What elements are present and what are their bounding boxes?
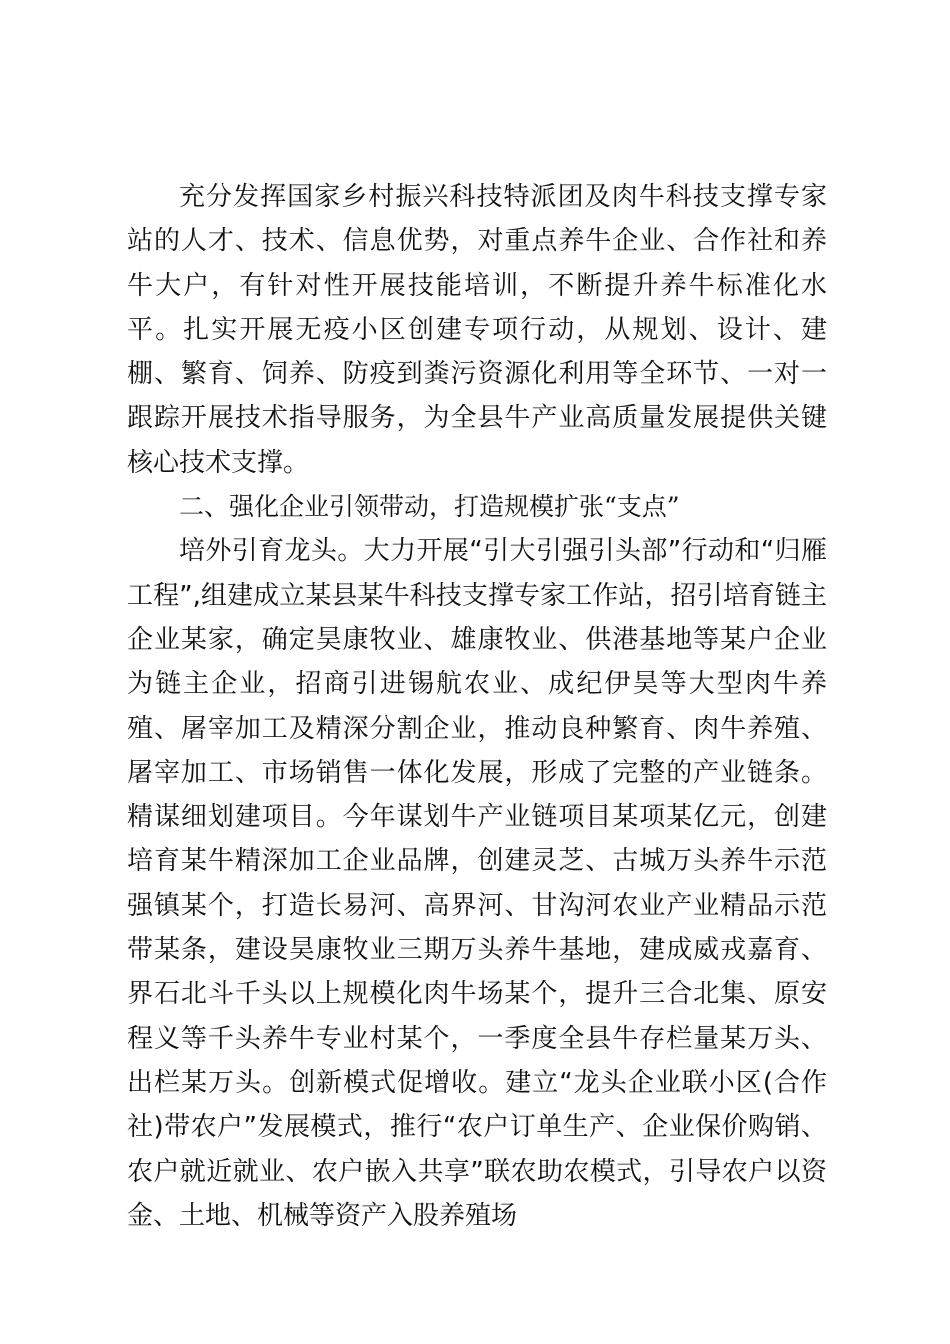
- paragraph-tech-support: 充分发挥国家乡村振兴科技特派团及肉牛科技支撑专家站的人才、技术、信息优势，对重点养牛企业、合作社和养牛大户，有针对性开展技能培训，不断提升养牛标准化水平。扎实开展无疫小区创建专项行动，从规划、设计、建棚、繁育、饲养、防疫到粪污资源化利用等全环节、一对一跟踪开展技术指导服务，为全县牛产业高质量发展提供关键核心技术支撑。: [127, 182, 827, 478]
- paragraph-enterprise-leading: 培外引育龙头。大力开展“引大引强引头部”行动和“归雁工程”,组建成立某县某牛科技支撑专家工作站，招引培育链主企业某家，确定昊康牧业、雄康牧业、供港基地等某户企业为链主企业，招商引进锡航农业、成纪伊昊等大型肉牛养殖、屠宰加工及精深分割企业，推动良种繁育、肉牛养殖、屠宰加工、市场销售一体化发展，形成了完整的产业链条。精谋细划建项目。今年谋划牛产业链项目某项某亿元，创建培育某牛精深加工企业品牌，创建灵芝、古城万头养牛示范强镇某个，打造长易河、高界河、甘沟河农业产业精品示范带某条，建设昊康牧业三期万头养牛基地，建成威戎嘉育、界石北斗千头以上规模化肉牛场某个，提升三合北集、原安程义等千头养牛专业村某个，一季度全县牛存栏量某万头、出栏某万头。创新模式促增收。建立“龙头企业联小区(合作社)带农户”发展模式，推行“农户订单生产、企业保价购销、农户就近就业、农户嵌入共享”联农助农模式，引导农户以资金、土地、机械等资产入股养殖场: [127, 536, 827, 1231]
- section-heading-2: 二、强化企业引领带动，打造规模扩张“支点”: [179, 492, 680, 522]
- document-body: [127, 175, 827, 1238]
